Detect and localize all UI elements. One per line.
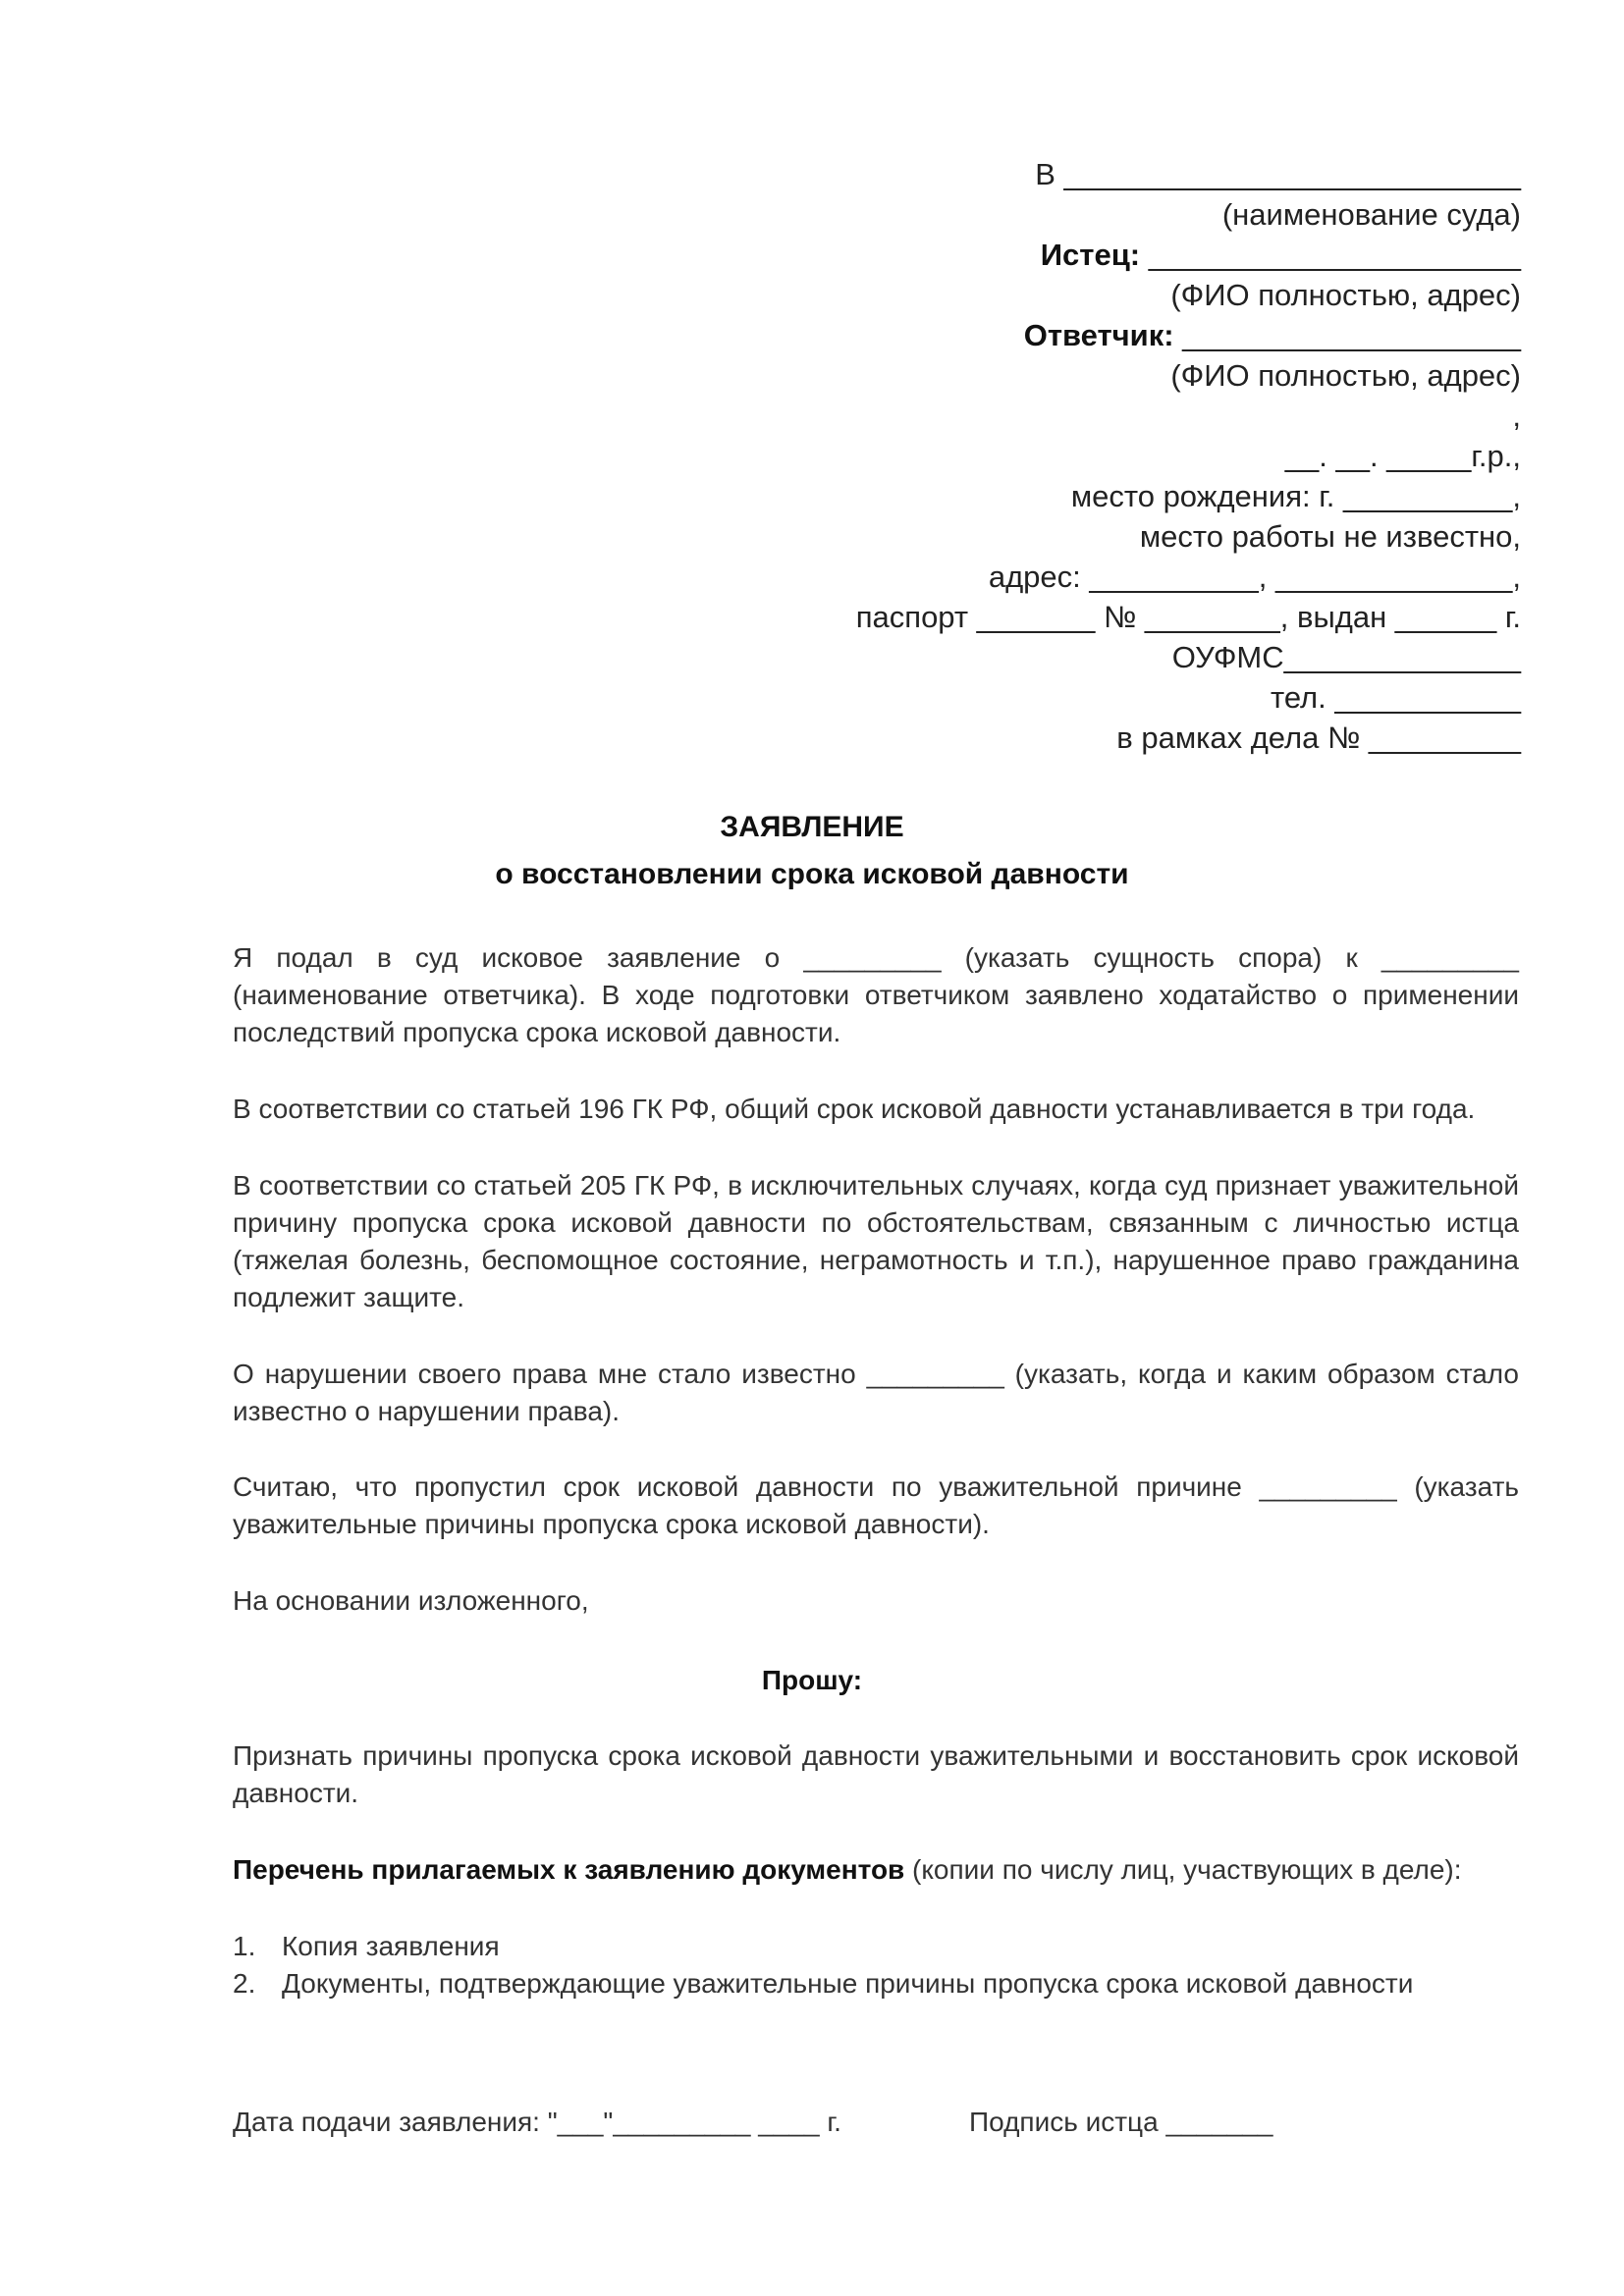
plaintiff-label: Истец: [1040, 238, 1141, 272]
ufms-line: ОУФМС______________ [1171, 640, 1521, 674]
defendant-label: Ответчик: [1023, 318, 1174, 352]
court-line: В ___________________________ [1035, 157, 1521, 191]
paragraph-article-205: В соответствии со статьей 205 ГК РФ, в исключительных случаях, когда суд признает уважительной причину пропуска срока исковой давности по обстоятельствам, связанным с личностью истца (тяжелая болезнь, беспомощное состояние, неграмотность и т.п.), нарушенное право гражданина подлежит защите. [233, 1170, 1519, 1312]
list-item [233, 1965, 1413, 2002]
birth-date: __. __. _____г.р., [1284, 439, 1521, 473]
paragraph-request: Признать причины пропуска срока исковой давности уважительными и восстановить срок исковой давности. [233, 1740, 1519, 1808]
birth-place: место рождения: г. __________, [1070, 479, 1521, 513]
court-hint: (наименование суда) [1221, 197, 1521, 232]
list-item [233, 1928, 500, 1965]
paragraph-basis: На основании изложенного, [233, 1585, 589, 1616]
paragraph-awareness: О нарушении своего права мне стало известно _________ (указать, когда и каким образом стало известно о нарушении права). [233, 1359, 1519, 1426]
list-item-text: Копия заявления [282, 1931, 500, 1961]
list-item-number: 2. [233, 1968, 256, 1999]
defendant-blank: ____________________ [1173, 318, 1521, 352]
plaintiff-blank: ______________________ [1140, 238, 1521, 272]
document-subtitle: о восстановлении срока исковой давности [495, 858, 1129, 890]
paragraph-claim: Я подал в суд исковое заявление о _________ (указать сущность спора) к _________ (наименование ответчика). В ходе подготовки ответчиком заявлено ходатайство о применении последствий пропуска срока исковой давности. [233, 942, 1519, 1047]
passport-line: паспорт _______ № ________, выдан ______ г. [855, 600, 1521, 634]
paragraph-reason: Считаю, что пропустил срок исковой давности по уважительной причине _________ (указать уважительные причины пропуска срока исковой давности). [233, 1471, 1519, 1539]
address-line: адрес: __________, ______________, [988, 560, 1521, 594]
request-heading: Прошу: [761, 1665, 863, 1695]
list-item-text: Документы, подтверждающие уважительные причины пропуска срока исковой давности [282, 1968, 1414, 1999]
plaintiff-line [637, 236, 1521, 275]
attachments-rest: (копии по числу лиц, участвующих в деле): [904, 1854, 1462, 1885]
defendant-hint: (ФИО полностью, адрес) [1170, 358, 1521, 393]
paragraph-article-196: В соответствии со статьей 196 ГК РФ, общий срок исковой давности устанавливается в три года. [233, 1094, 1476, 1124]
attachments-heading [233, 1851, 1519, 1889]
work-place: место работы не известно, [1139, 519, 1521, 554]
attachments-bold: Перечень прилагаемых к заявлению документов [233, 1854, 905, 1885]
plaintiff-signature: Подпись истца _______ [969, 2107, 1273, 2137]
filing-date: Дата подачи заявления: "___"_________ ____ г. [233, 2107, 841, 2137]
document-title: ЗАЯВЛЕНИЕ [720, 811, 904, 843]
plaintiff-hint: (ФИО полностью, адрес) [1170, 278, 1521, 312]
case-number-line: в рамках дела № _________ [1116, 721, 1521, 755]
defendant-line [637, 316, 1521, 355]
phone-line: тел. ___________ [1270, 680, 1521, 715]
list-item-number: 1. [233, 1931, 256, 1961]
header-comma: , [1512, 399, 1521, 433]
